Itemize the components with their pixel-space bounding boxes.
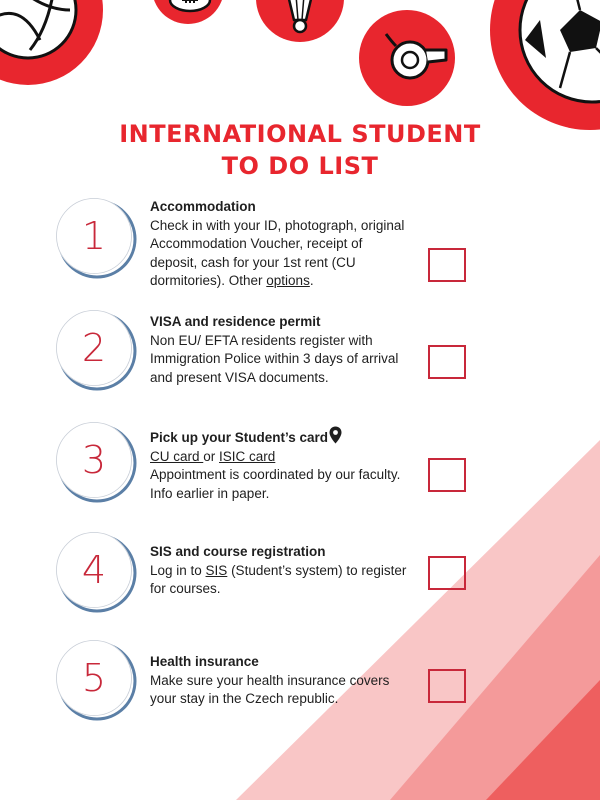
football-icon bbox=[152, 0, 224, 24]
item-heading: SIS and course registration bbox=[150, 544, 326, 559]
number-circle bbox=[56, 640, 138, 722]
item-heading: Health insurance bbox=[150, 654, 259, 669]
options-link[interactable]: options bbox=[266, 273, 310, 288]
map-pin-icon bbox=[329, 426, 342, 444]
sis-link[interactable]: SIS bbox=[205, 562, 228, 578]
item-3-checkbox[interactable] bbox=[428, 458, 466, 492]
isic-card-link[interactable]: ISIC card bbox=[219, 448, 276, 464]
item-body: Check in with your ID, photograph, original Accommodation Voucher, receipt of deposit, cash for your 1st rent (CU dormitories). Other options. bbox=[150, 217, 405, 288]
item-number: 3 bbox=[81, 438, 107, 482]
item-1-checkbox[interactable] bbox=[428, 248, 466, 282]
volleyball-icon bbox=[0, 0, 103, 85]
soccer-ball-icon bbox=[490, 0, 600, 130]
item-heading: VISA and residence permit bbox=[150, 314, 321, 329]
title-line-1: INTERNATIONAL STUDENT bbox=[119, 120, 481, 148]
item-text bbox=[150, 313, 412, 387]
item-4-checkbox[interactable] bbox=[428, 556, 466, 590]
item-number: 2 bbox=[81, 326, 107, 370]
item-body: Log in to SIS (Student’s system) to register for courses. bbox=[150, 562, 407, 596]
number-circle bbox=[56, 198, 138, 280]
item-body: Appointment is coordinated by our faculty. Info earlier in paper. bbox=[150, 467, 401, 501]
item-body: Make sure your health insurance covers your stay in the Czech republic. bbox=[150, 672, 390, 706]
number-circle bbox=[56, 422, 138, 504]
item-number: 1 bbox=[81, 214, 107, 258]
item-heading: Accommodation bbox=[150, 199, 256, 214]
item-body: Non EU/ EFTA residents register with Immigration Police within 3 days of arrival and present VISA documents. bbox=[150, 332, 399, 385]
whistle-icon bbox=[359, 10, 455, 106]
page-title bbox=[0, 118, 600, 182]
item-links: CU card or ISIC card bbox=[150, 448, 276, 464]
item-number: 5 bbox=[81, 656, 107, 700]
item-text bbox=[150, 198, 412, 291]
item-text bbox=[150, 426, 412, 503]
item-heading: Pick up your Student’s card bbox=[150, 426, 412, 448]
shuttlecock-icon bbox=[256, 0, 344, 42]
item-text bbox=[150, 653, 412, 709]
number-circle bbox=[56, 310, 138, 392]
item-2-checkbox[interactable] bbox=[428, 345, 466, 379]
number-circle bbox=[56, 532, 138, 614]
item-number: 4 bbox=[81, 548, 107, 592]
item-text bbox=[150, 543, 412, 599]
cu-card-link[interactable]: CU card bbox=[150, 448, 204, 464]
title-line-2: TO DO LIST bbox=[221, 152, 379, 180]
item-5-checkbox[interactable] bbox=[428, 669, 466, 703]
